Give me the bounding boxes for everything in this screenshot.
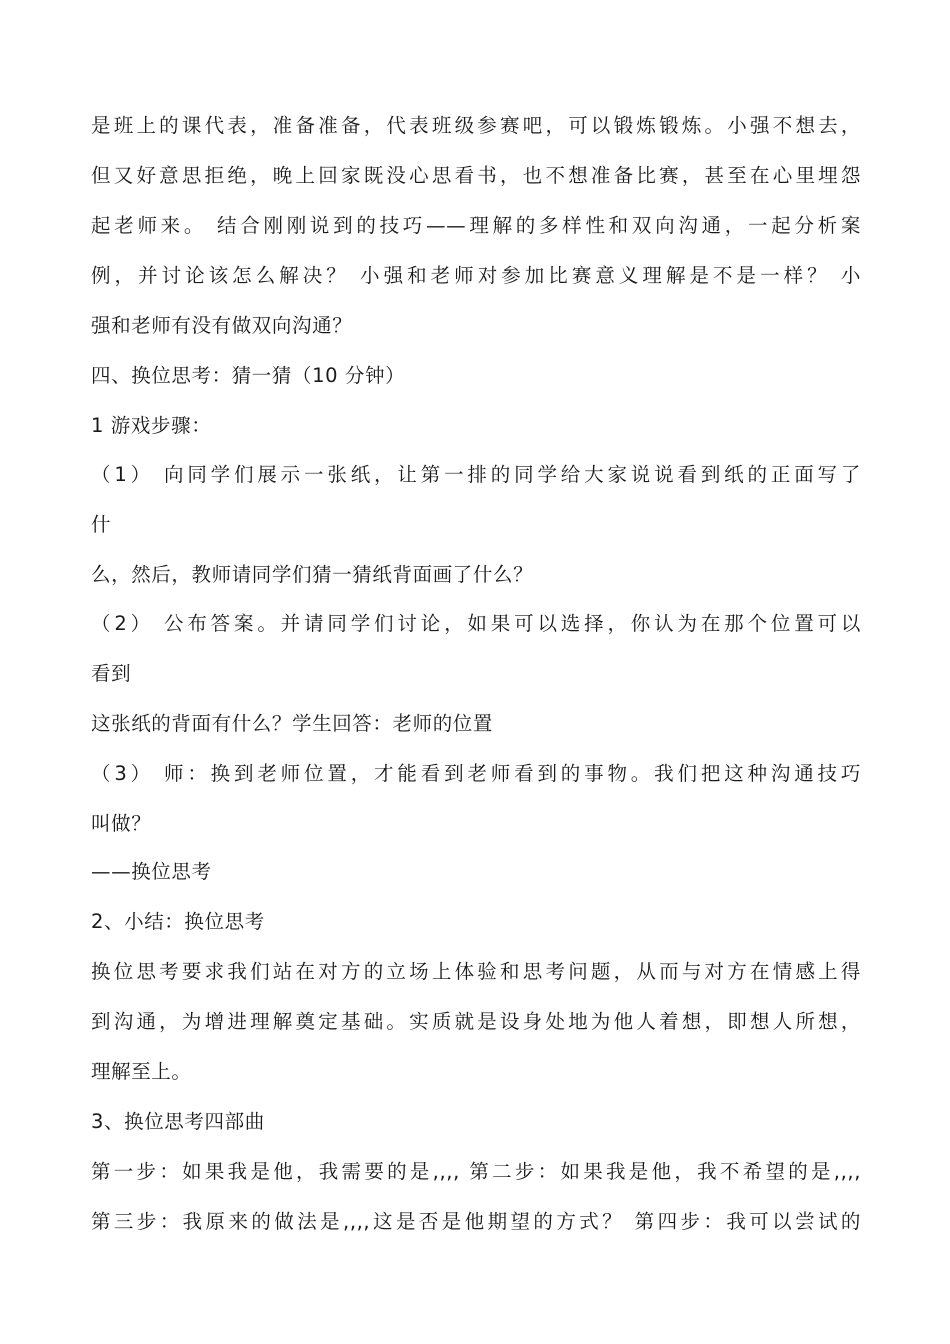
section-heading: 3、换位思考四部曲	[91, 1110, 265, 1133]
text-line: 么，然后，教师请同学们猜一猜纸背面画了什么？	[91, 563, 534, 586]
text-line: 理解至上。	[91, 1060, 192, 1083]
text-line: ——换位思考	[91, 860, 212, 883]
text-line: 第一步：如果我是他，我需要的是,,,, 第二步：如果我是他，我不希望的是,,,,	[91, 1160, 861, 1183]
text-line: 叫做？	[91, 812, 152, 835]
text-line: （3） 师：换到老师位置，才能看到老师看到的事物。我们把这种沟通技巧	[91, 762, 861, 785]
section-heading: 2、小结：换位思考	[91, 910, 265, 933]
text-line: 这张纸的背面有什么？学生回答：老师的位置	[91, 712, 494, 735]
text-line: 什	[91, 513, 112, 536]
text-line: 换位思考要求我们站在对方的立场上体验和思考问题，从而与对方在情感上得	[91, 960, 861, 983]
text-line: 起老师来。 结合刚刚说到的技巧——理解的多样性和双向沟通，一起分析案	[91, 214, 861, 237]
text-line: 例，并讨论该怎么解决？ 小强和老师对参加比赛意义理解是不是一样？ 小	[91, 264, 861, 287]
text-line: 第三步：我原来的做法是,,,,这是否是他期望的方式？ 第四步：我可以尝试的	[91, 1210, 861, 1233]
text-line: （1） 向同学们展示一张纸，让第一排的同学给大家说说看到纸的正面写了	[91, 463, 861, 486]
section-heading: 四、换位思考：猜一猜（10 分钟）	[91, 364, 406, 387]
step-heading: 1 游戏步骤：	[91, 414, 212, 437]
text-line: 但又好意思拒绝，晚上回家既没心思看书，也不想准备比赛，甚至在心里埋怨	[91, 164, 861, 187]
text-line: 看到	[91, 662, 132, 685]
text-line: 到沟通，为增进理解奠定基础。实质就是设身处地为他人着想，即想人所想，	[91, 1010, 861, 1033]
text-line: 是班上的课代表，准备准备，代表班级参赛吧，可以锻炼锻炼。小强不想去，	[91, 114, 861, 137]
text-line: （2） 公布答案。并请同学们讨论，如果可以选择，你认为在那个位置可以	[91, 612, 861, 635]
text-line: 强和老师有没有做双向沟通？	[91, 314, 353, 337]
